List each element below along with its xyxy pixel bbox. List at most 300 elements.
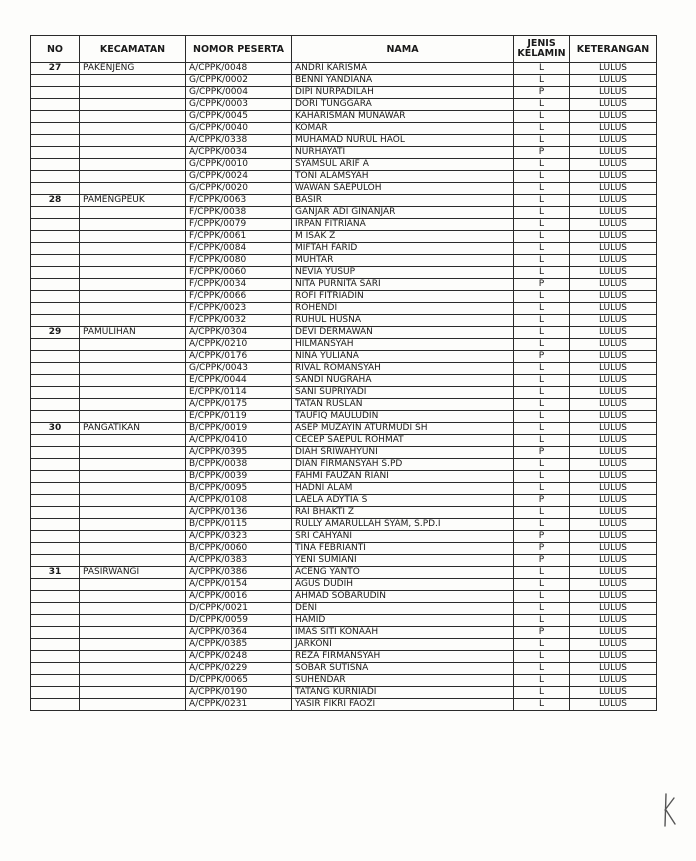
cell-kecamatan [80, 267, 186, 279]
cell-keterangan: LULUS [570, 555, 657, 567]
table-row [31, 375, 657, 387]
cell-keterangan: LULUS [570, 411, 657, 423]
cell-no [31, 687, 80, 699]
cell-jenis-kelamin: L [514, 651, 570, 663]
cell-nama: IRPAN FITRIANA [292, 219, 514, 231]
cell-kecamatan: PAKENJENG [80, 63, 186, 75]
cell-kecamatan [80, 639, 186, 651]
cell-no [31, 207, 80, 219]
cell-keterangan: LULUS [570, 135, 657, 147]
cell-nama: KOMAR [292, 123, 514, 135]
cell-no: 28 [31, 195, 80, 207]
cell-nama: DIPI NURPADILAH [292, 87, 514, 99]
cell-no [31, 363, 80, 375]
cell-no [31, 639, 80, 651]
cell-keterangan: LULUS [570, 63, 657, 75]
cell-keterangan: LULUS [570, 291, 657, 303]
header-no: NO [31, 36, 80, 63]
cell-jenis-kelamin: L [514, 387, 570, 399]
cell-nama: MIFTAH FARID [292, 243, 514, 255]
cell-nama: RAI BHAKTI Z [292, 507, 514, 519]
cell-no [31, 99, 80, 111]
cell-no [31, 651, 80, 663]
cell-keterangan: LULUS [570, 123, 657, 135]
cell-jenis-kelamin: L [514, 507, 570, 519]
cell-jenis-kelamin: P [514, 87, 570, 99]
cell-no [31, 255, 80, 267]
cell-nomor-peserta: A/CPPK/0386 [186, 567, 292, 579]
cell-nama: TINA FEBRIANTI [292, 543, 514, 555]
cell-keterangan: LULUS [570, 183, 657, 195]
cell-kecamatan [80, 255, 186, 267]
cell-no [31, 603, 80, 615]
cell-kecamatan [80, 159, 186, 171]
table-row [31, 279, 657, 291]
cell-no [31, 87, 80, 99]
cell-keterangan: LULUS [570, 207, 657, 219]
cell-kecamatan [80, 111, 186, 123]
table-row [31, 519, 657, 531]
cell-jenis-kelamin: L [514, 159, 570, 171]
cell-keterangan: LULUS [570, 75, 657, 87]
cell-jenis-kelamin: L [514, 363, 570, 375]
cell-jenis-kelamin: L [514, 339, 570, 351]
cell-nama: BASIR [292, 195, 514, 207]
cell-nomor-peserta: F/CPPK/0038 [186, 207, 292, 219]
cell-nomor-peserta: A/CPPK/0210 [186, 339, 292, 351]
cell-keterangan: LULUS [570, 639, 657, 651]
table-row [31, 603, 657, 615]
cell-nomor-peserta: E/CPPK/0044 [186, 375, 292, 387]
table-row [31, 495, 657, 507]
cell-nomor-peserta: A/CPPK/0304 [186, 327, 292, 339]
cell-kecamatan [80, 615, 186, 627]
cell-keterangan: LULUS [570, 375, 657, 387]
cell-jenis-kelamin: L [514, 195, 570, 207]
cell-nomor-peserta: B/CPPK/0115 [186, 519, 292, 531]
table-row [31, 255, 657, 267]
cell-keterangan: LULUS [570, 567, 657, 579]
cell-jenis-kelamin: L [514, 459, 570, 471]
participant-table [30, 35, 657, 711]
cell-nama: TAUFIQ MAULUDIN [292, 411, 514, 423]
cell-keterangan: LULUS [570, 627, 657, 639]
table-row [31, 627, 657, 639]
header-keterangan: KETERANGAN [570, 36, 657, 63]
table-row [31, 183, 657, 195]
cell-keterangan: LULUS [570, 387, 657, 399]
cell-no: 30 [31, 423, 80, 435]
cell-keterangan: LULUS [570, 543, 657, 555]
cell-no [31, 531, 80, 543]
cell-jenis-kelamin: L [514, 471, 570, 483]
cell-nama: WAWAN SAEPULOH [292, 183, 514, 195]
cell-nomor-peserta: A/CPPK/0229 [186, 663, 292, 675]
cell-jenis-kelamin: L [514, 519, 570, 531]
cell-nama: NITA PURNITA SARI [292, 279, 514, 291]
table-row [31, 507, 657, 519]
cell-jenis-kelamin: L [514, 315, 570, 327]
cell-kecamatan [80, 99, 186, 111]
table-row [31, 267, 657, 279]
cell-jenis-kelamin: L [514, 255, 570, 267]
cell-keterangan: LULUS [570, 303, 657, 315]
cell-nomor-peserta: B/CPPK/0060 [186, 543, 292, 555]
cell-nama: NEVIA YUSUP [292, 267, 514, 279]
cell-kecamatan [80, 483, 186, 495]
cell-nomor-peserta: F/CPPK/0066 [186, 291, 292, 303]
cell-nomor-peserta: G/CPPK/0002 [186, 75, 292, 87]
cell-nama: SRI CAHYANI [292, 531, 514, 543]
cell-keterangan: LULUS [570, 351, 657, 363]
cell-kecamatan [80, 627, 186, 639]
cell-nomor-peserta: A/CPPK/0016 [186, 591, 292, 603]
cell-nama: SOBAR SUTISNA [292, 663, 514, 675]
table-row [31, 75, 657, 87]
cell-jenis-kelamin: P [514, 447, 570, 459]
cell-nomor-peserta: A/CPPK/0395 [186, 447, 292, 459]
cell-jenis-kelamin: L [514, 207, 570, 219]
cell-nomor-peserta: E/CPPK/0114 [186, 387, 292, 399]
cell-keterangan: LULUS [570, 615, 657, 627]
cell-jenis-kelamin: L [514, 375, 570, 387]
cell-keterangan: LULUS [570, 579, 657, 591]
cell-jenis-kelamin: L [514, 327, 570, 339]
cell-nama: DENI [292, 603, 514, 615]
cell-kecamatan: PASIRWANGI [80, 567, 186, 579]
cell-kecamatan [80, 663, 186, 675]
cell-nomor-peserta: D/CPPK/0021 [186, 603, 292, 615]
cell-nomor-peserta: G/CPPK/0043 [186, 363, 292, 375]
table-row [31, 303, 657, 315]
cell-nomor-peserta: A/CPPK/0323 [186, 531, 292, 543]
cell-no [31, 375, 80, 387]
cell-nomor-peserta: F/CPPK/0034 [186, 279, 292, 291]
cell-kecamatan [80, 279, 186, 291]
cell-jenis-kelamin: L [514, 675, 570, 687]
cell-no [31, 579, 80, 591]
table-row [31, 171, 657, 183]
table-row [31, 591, 657, 603]
document-sheet [30, 35, 656, 711]
table-row [31, 579, 657, 591]
cell-jenis-kelamin: L [514, 183, 570, 195]
cell-nomor-peserta: F/CPPK/0032 [186, 315, 292, 327]
cell-no [31, 507, 80, 519]
cell-nama: FAHMI FAUZAN RIANI [292, 471, 514, 483]
cell-nama: CECEP SAEPUL ROHMAT [292, 435, 514, 447]
cell-nomor-peserta: B/CPPK/0095 [186, 483, 292, 495]
cell-kecamatan: PANGATIKAN [80, 423, 186, 435]
cell-nomor-peserta: B/CPPK/0038 [186, 459, 292, 471]
cell-nomor-peserta: F/CPPK/0023 [186, 303, 292, 315]
cell-jenis-kelamin: L [514, 591, 570, 603]
cell-nomor-peserta: A/CPPK/0385 [186, 639, 292, 651]
cell-keterangan: LULUS [570, 591, 657, 603]
cell-kecamatan [80, 183, 186, 195]
cell-no [31, 615, 80, 627]
cell-nama: SANI SUPRIYADI [292, 387, 514, 399]
cell-keterangan: LULUS [570, 519, 657, 531]
cell-kecamatan [80, 459, 186, 471]
cell-kecamatan [80, 447, 186, 459]
table-row [31, 555, 657, 567]
cell-kecamatan [80, 687, 186, 699]
cell-jenis-kelamin: P [514, 351, 570, 363]
cell-nama: ROFI FITRIADIN [292, 291, 514, 303]
cell-nomor-peserta: F/CPPK/0079 [186, 219, 292, 231]
cell-kecamatan [80, 387, 186, 399]
header-kecamatan: KECAMATAN [80, 36, 186, 63]
cell-keterangan: LULUS [570, 171, 657, 183]
cell-jenis-kelamin: L [514, 123, 570, 135]
cell-nama: YASIR FIKRI FAOZI [292, 699, 514, 711]
cell-no [31, 627, 80, 639]
cell-kecamatan [80, 315, 186, 327]
cell-keterangan: LULUS [570, 315, 657, 327]
cell-nama: DIAH SRIWAHYUNI [292, 447, 514, 459]
cell-no [31, 351, 80, 363]
cell-no [31, 291, 80, 303]
table-row [31, 675, 657, 687]
table-header-row [31, 36, 657, 63]
table-row [31, 699, 657, 711]
cell-kecamatan [80, 543, 186, 555]
cell-nama: HAMID [292, 615, 514, 627]
cell-kecamatan [80, 75, 186, 87]
table-row [31, 195, 657, 207]
cell-keterangan: LULUS [570, 663, 657, 675]
cell-nama: JARKONI [292, 639, 514, 651]
cell-jenis-kelamin: L [514, 291, 570, 303]
cell-keterangan: LULUS [570, 483, 657, 495]
cell-nomor-peserta: F/CPPK/0080 [186, 255, 292, 267]
cell-nomor-peserta: G/CPPK/0010 [186, 159, 292, 171]
cell-nama: TATANG KURNIADI [292, 687, 514, 699]
cell-kecamatan [80, 399, 186, 411]
cell-jenis-kelamin: L [514, 75, 570, 87]
cell-nomor-peserta: A/CPPK/0154 [186, 579, 292, 591]
cell-jenis-kelamin: L [514, 639, 570, 651]
cell-jenis-kelamin: L [514, 243, 570, 255]
cell-nomor-peserta: A/CPPK/0136 [186, 507, 292, 519]
cell-nama: DIAN FIRMANSYAH S.PD [292, 459, 514, 471]
cell-nomor-peserta: A/CPPK/0248 [186, 651, 292, 663]
cell-nama: ACENG YANTO [292, 567, 514, 579]
cell-keterangan: LULUS [570, 231, 657, 243]
cell-nama: YENI SUMIANI [292, 555, 514, 567]
cell-jenis-kelamin: L [514, 699, 570, 711]
cell-keterangan: LULUS [570, 87, 657, 99]
cell-kecamatan [80, 207, 186, 219]
table-row [31, 291, 657, 303]
cell-keterangan: LULUS [570, 339, 657, 351]
cell-jenis-kelamin: L [514, 135, 570, 147]
cell-no [31, 243, 80, 255]
cell-nomor-peserta: E/CPPK/0119 [186, 411, 292, 423]
cell-keterangan: LULUS [570, 471, 657, 483]
cell-nama: REZA FIRMANSYAH [292, 651, 514, 663]
cell-nama: TONI ALAMSYAH [292, 171, 514, 183]
cell-no [31, 303, 80, 315]
cell-nama: HILMANSYAH [292, 339, 514, 351]
table-row [31, 135, 657, 147]
cell-kecamatan [80, 351, 186, 363]
cell-nama: AGUS DUDIH [292, 579, 514, 591]
cell-kecamatan [80, 591, 186, 603]
table-row [31, 435, 657, 447]
header-jenis-kelamin [514, 36, 570, 63]
cell-no [31, 471, 80, 483]
cell-no [31, 543, 80, 555]
cell-no [31, 591, 80, 603]
cell-jenis-kelamin: L [514, 567, 570, 579]
cell-kecamatan [80, 375, 186, 387]
cell-jenis-kelamin: L [514, 483, 570, 495]
table-row [31, 459, 657, 471]
cell-jenis-kelamin: P [514, 555, 570, 567]
cell-jenis-kelamin: L [514, 111, 570, 123]
cell-nama: MUHTAR [292, 255, 514, 267]
cell-keterangan: LULUS [570, 699, 657, 711]
table-row [31, 471, 657, 483]
header-jenis-line1: JENIS [527, 38, 556, 49]
cell-no [31, 147, 80, 159]
table-row [31, 363, 657, 375]
cell-nama: SANDI NUGRAHA [292, 375, 514, 387]
table-row [31, 423, 657, 435]
cell-nomor-peserta: A/CPPK/0231 [186, 699, 292, 711]
cell-nama: MUHAMAD NURUL HAOL [292, 135, 514, 147]
cell-nomor-peserta: F/CPPK/0060 [186, 267, 292, 279]
cell-nomor-peserta: F/CPPK/0063 [186, 195, 292, 207]
cell-nama: RIVAL ROMANSYAH [292, 363, 514, 375]
cell-no [31, 699, 80, 711]
cell-jenis-kelamin: L [514, 303, 570, 315]
cell-no [31, 663, 80, 675]
header-nomor-peserta: NOMOR PESERTA [186, 36, 292, 63]
cell-jenis-kelamin: P [514, 147, 570, 159]
cell-kecamatan [80, 555, 186, 567]
table-row [31, 219, 657, 231]
cell-keterangan: LULUS [570, 447, 657, 459]
cell-no [31, 183, 80, 195]
cell-jenis-kelamin: L [514, 579, 570, 591]
cell-nama: NURHAYATI [292, 147, 514, 159]
cell-no: 29 [31, 327, 80, 339]
cell-keterangan: LULUS [570, 399, 657, 411]
cell-nama: SUHENDAR [292, 675, 514, 687]
cell-nama: RULLY AMARULLAH SYAM, S.PD.I [292, 519, 514, 531]
cell-no [31, 339, 80, 351]
cell-no [31, 75, 80, 87]
table-row [31, 147, 657, 159]
cell-jenis-kelamin: L [514, 435, 570, 447]
cell-keterangan: LULUS [570, 99, 657, 111]
cell-no [31, 447, 80, 459]
cell-kecamatan [80, 603, 186, 615]
cell-no [31, 135, 80, 147]
cell-kecamatan [80, 135, 186, 147]
cell-no [31, 675, 80, 687]
cell-no [31, 399, 80, 411]
cell-nama: KAHARISMAN MUNAWAR [292, 111, 514, 123]
table-row [31, 351, 657, 363]
cell-nomor-peserta: A/CPPK/0364 [186, 627, 292, 639]
cell-nomor-peserta: A/CPPK/0383 [186, 555, 292, 567]
cell-keterangan: LULUS [570, 147, 657, 159]
table-row [31, 111, 657, 123]
cell-keterangan: LULUS [570, 423, 657, 435]
cell-no [31, 315, 80, 327]
cell-nama: TATAN RUSLAN [292, 399, 514, 411]
cell-jenis-kelamin: P [514, 495, 570, 507]
cell-jenis-kelamin: P [514, 543, 570, 555]
table-row [31, 483, 657, 495]
cell-nama: BENNI YANDIANA [292, 75, 514, 87]
cell-keterangan: LULUS [570, 219, 657, 231]
cell-no [31, 231, 80, 243]
cell-keterangan: LULUS [570, 531, 657, 543]
cell-no [31, 171, 80, 183]
table-row [31, 651, 657, 663]
cell-jenis-kelamin: L [514, 231, 570, 243]
cell-no [31, 111, 80, 123]
table-row [31, 339, 657, 351]
cell-jenis-kelamin: L [514, 63, 570, 75]
cell-jenis-kelamin: L [514, 219, 570, 231]
cell-kecamatan [80, 363, 186, 375]
cell-kecamatan [80, 171, 186, 183]
cell-no [31, 519, 80, 531]
table-row [31, 207, 657, 219]
cell-nomor-peserta: A/CPPK/0175 [186, 399, 292, 411]
cell-nama: GANJAR ADI GINANJAR [292, 207, 514, 219]
cell-nomor-peserta: G/CPPK/0040 [186, 123, 292, 135]
cell-nama: AHMAD SOBARUDIN [292, 591, 514, 603]
cell-nama: M ISAK Z [292, 231, 514, 243]
table-row [31, 399, 657, 411]
cell-nama: RUHUL HUSNA [292, 315, 514, 327]
cell-nama: DORI TUNGGARA [292, 99, 514, 111]
cell-no [31, 267, 80, 279]
table-row [31, 243, 657, 255]
cell-kecamatan [80, 243, 186, 255]
cell-no [31, 411, 80, 423]
cell-jenis-kelamin: L [514, 423, 570, 435]
cell-kecamatan [80, 435, 186, 447]
cell-jenis-kelamin: L [514, 411, 570, 423]
table-row [31, 123, 657, 135]
cell-keterangan: LULUS [570, 327, 657, 339]
cell-kecamatan [80, 651, 186, 663]
cell-keterangan: LULUS [570, 507, 657, 519]
cell-kecamatan [80, 471, 186, 483]
cell-nama: SYAMSUL ARIF A [292, 159, 514, 171]
cell-jenis-kelamin: P [514, 627, 570, 639]
table-row [31, 447, 657, 459]
cell-keterangan: LULUS [570, 159, 657, 171]
cell-jenis-kelamin: L [514, 687, 570, 699]
cell-nomor-peserta: G/CPPK/0024 [186, 171, 292, 183]
cell-jenis-kelamin: L [514, 663, 570, 675]
cell-keterangan: LULUS [570, 279, 657, 291]
cell-kecamatan [80, 87, 186, 99]
cell-kecamatan [80, 147, 186, 159]
cell-kecamatan [80, 579, 186, 591]
cell-jenis-kelamin: L [514, 267, 570, 279]
cell-kecamatan [80, 231, 186, 243]
